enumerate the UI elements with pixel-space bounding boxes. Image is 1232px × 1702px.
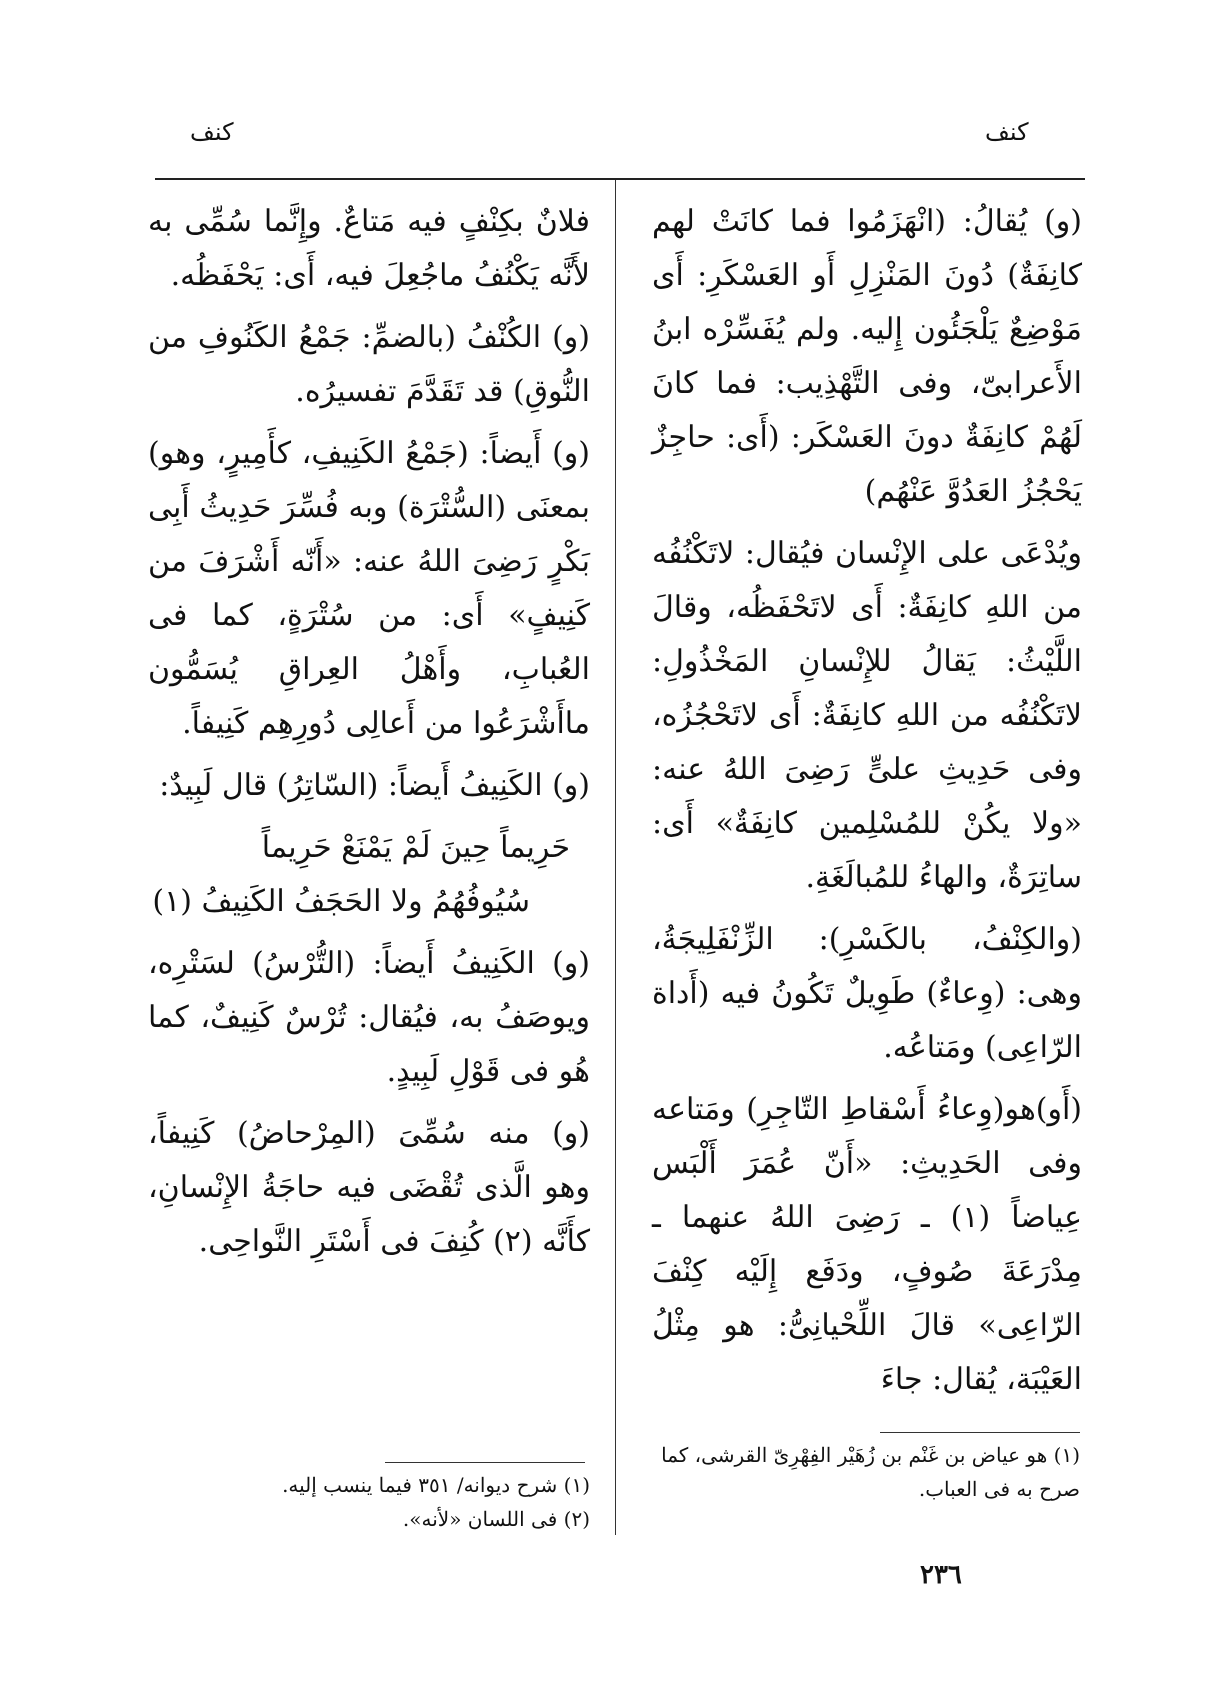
footnote-rule-right	[880, 1432, 1080, 1433]
left-column	[148, 195, 590, 1277]
paragraph: (و) الكَنِيفُ أَيضاً: (السّاتِرُ) قال لَبِيدٌ:	[159, 768, 590, 803]
paragraph: (والكِنْفُ، بالكَسْرِ): الزِّنْفَلِيجَةُ، وهى: (وِعاءٌ) طَوِيلٌ تَكُونُ فيه (أَداة الرّاعِى) ومَتاعُه.	[652, 922, 1082, 1065]
paragraph: (و) منه سُمِّىَ (المِرْحاضُ) كَنِيفاً، وهو الَّذى تُقْضَى فيه حاجَةُ الإِنْسانِ، كأَنَّه (٢) كُنِفَ فى أَسْتَرِ النَّواحِى.	[148, 1116, 590, 1259]
footnote: (١) هو عياض بن غَنْم بن زُهَيْر الفِهْرِىّ القرشى، كما صرح به فى العباب.	[661, 1443, 1080, 1501]
paragraph: (أَو)هو(وِعاءُ أَسْقاطِ التّاجِرِ) ومَتاعه وفى الحَدِيثِ: «أَنّ عُمَرَ أَلْبَس عِياضاً (١) ـ رَضِىَ اللهُ عنهما ـ مِدْرَعَةَ صُوفٍ، ودَفَع إِلَيْه كِنْفَ الرّاعِى» قالَ اللِّحْيانِىُّ: هو مِثْلُ العَيْبَة، يُقال: جاءَ	[652, 1092, 1083, 1397]
verse-line: حَرِيماً حِينَ لَمْ يَمْنَعْ حَرِيماً	[261, 830, 570, 865]
paragraph: (و) أَيضاً: (جَمْعُ الكَنِيفِ، كأَمِيرٍ، وهو) بمعنَى (السُّتْرَة) وبه فُسِّرَ حَدِيثُ أَبِى بَكْرٍ رَضِىَ اللهُ عنه: «أَنّه أَشْرَفَ من كَنِيفٍ» أَى: من سُتْرَةٍ، كما فى العُبابِ، وأَهْلُ العِراقِ يُسَمُّون ماأَشْرَعُوا من أَعالِى دُورِهِم كَنِيفاً.	[148, 436, 590, 741]
footnotes-left	[220, 1468, 590, 1536]
running-head-right: كنف	[985, 118, 1029, 146]
paragraph: فلانٌ بكِنْفٍ فيه مَتاعٌ. وإِنَّما سُمِّى به لأَنَّه يَكْنُفُ ماجُعِلَ فيه، أَى: يَحْفَظُه.	[148, 204, 590, 293]
footnote: (٢) فى اللسان «لأنه».	[402, 1507, 590, 1531]
footnotes-right	[650, 1438, 1080, 1506]
column-divider	[615, 180, 616, 1535]
footnote: (١) شرح ديوانه/ ٣٥١ فيما ينسب إليه.	[282, 1473, 590, 1497]
header-rule	[155, 178, 1085, 180]
paragraph: ويُدْعَى على الإِنْسان فيُقال: لاتَكْنُفُه من اللهِ كانِفَةٌ: أَى لاتَحْفَظُه، وقالَ اللَّيْثُ: يَقالُ للإِنْسانِ المَخْذُولِ: لاتَكْنُفُه من اللهِ كانِفَةٌ: أَى لاتَحْجُزُه، وفى حَدِيثِ علىٍّ رَضِىَ اللهُ عنه: «ولا يكُنْ للمُسْلِمين كانِفَةٌ» أَى: ساتِرَةٌ، والهاءُ للمُبالَغَةِ.	[652, 536, 1082, 895]
paragraph: (و) الكَنِيفُ أَيضاً: (التُّرْسُ) لسَتْرِه، ويوصَفُ به، فيُقال: تُرْسٌ كَنِيفٌ، كما هُو فى قَوْلِ لَبِيدٍ.	[148, 946, 590, 1089]
right-column	[652, 195, 1082, 1415]
poetry-verse	[148, 821, 590, 929]
page-number: ٢٣٦	[920, 1560, 962, 1590]
paragraph: (و) يُقالُ: (انْهَزَمُوا فما كانَتْ لهم كانِفَةٌ) دُونَ المَنْزِلِ أَو العَسْكَرِ: أَى مَوْضِعٌ يَلْجَئُون إِليه. ولم يُفَسِّرْه ابنُ الأَعرابىّ، وفى التَّهْذِيب: فما كانَ لَهُمْ كانِفَةٌ دونَ العَسْكَر: (أَى: حاجِزٌ يَحْجُزُ العَدُوَّ عَنْهُم)	[652, 204, 1082, 509]
verse-line: سُيُوفُهُمُ ولا الحَجَفُ الكَنِيفُ (١)	[152, 884, 530, 919]
footnote-rule-left	[385, 1462, 585, 1463]
paragraph: (و) الكُنْفُ (بالضمِّ: جَمْعُ الكَنُوفِ من النُّوقِ) قد تَقَدَّمَ تفسيرُه.	[148, 320, 590, 409]
running-head-left: كنف	[190, 118, 234, 146]
